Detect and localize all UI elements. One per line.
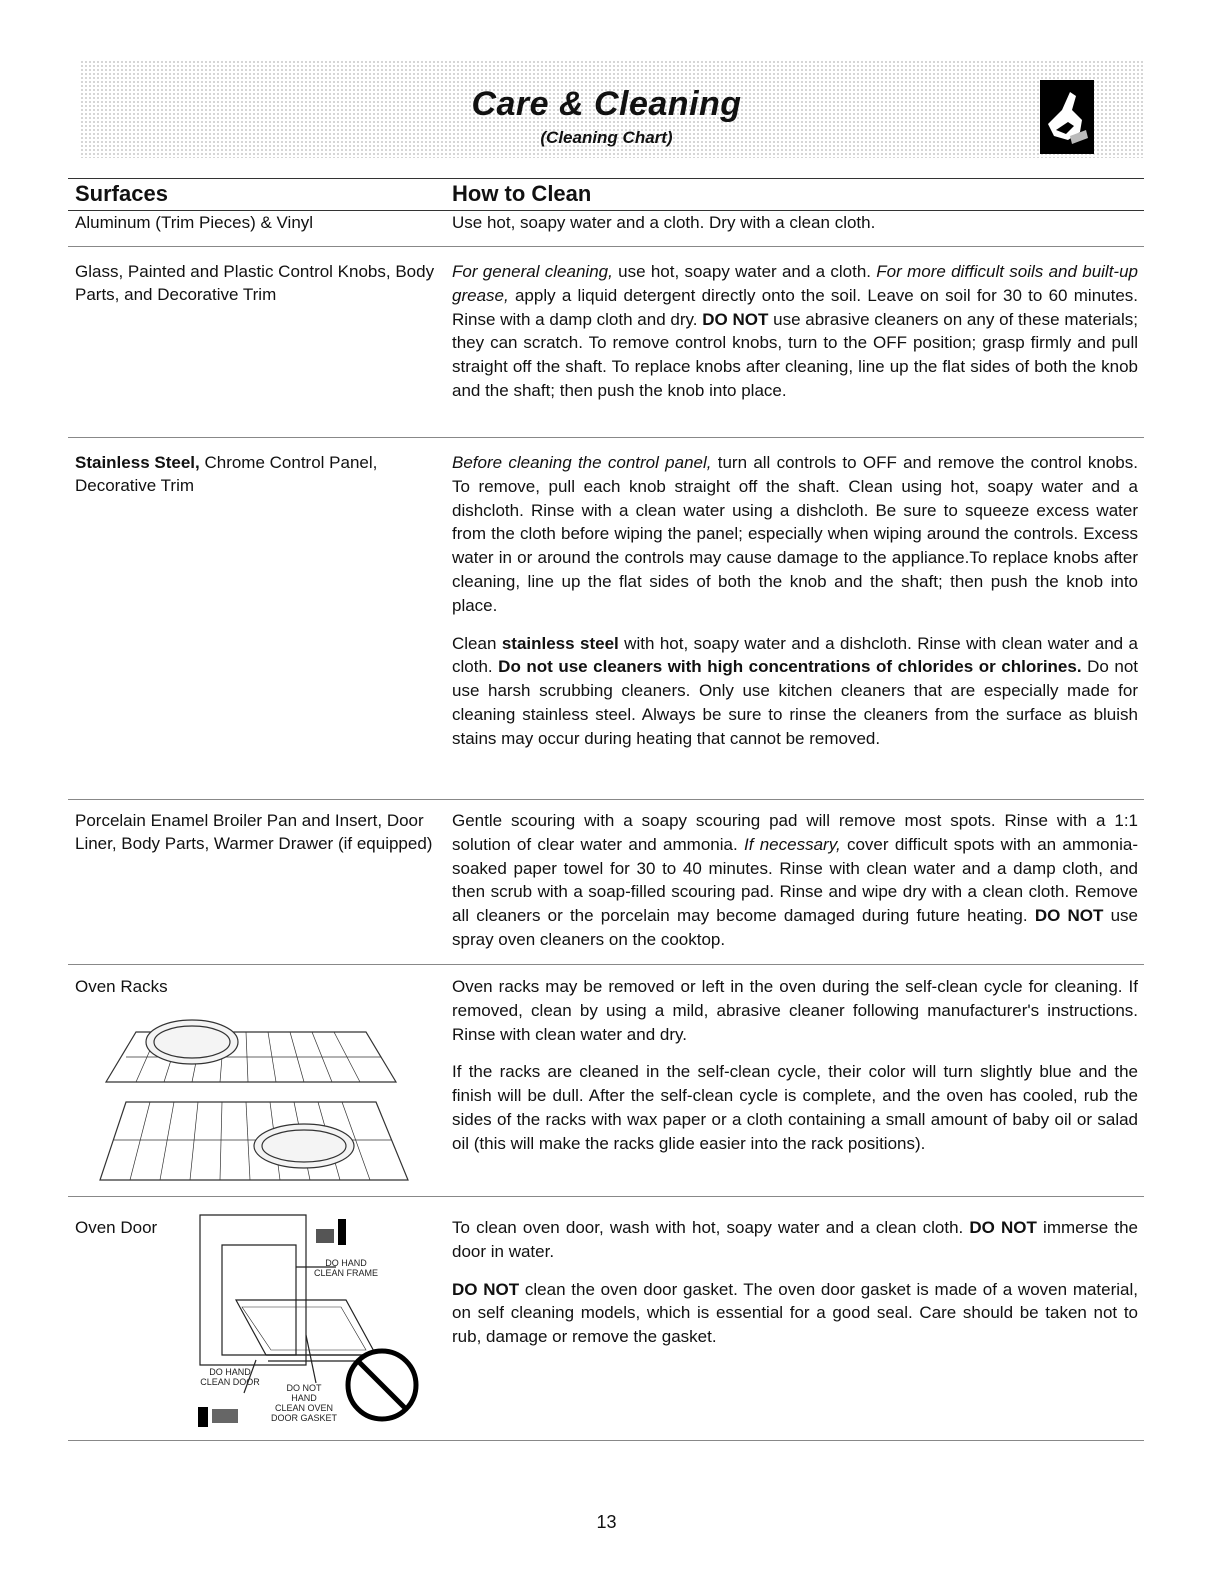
- label-gasket-4: DOOR GASKET: [270, 1413, 338, 1423]
- page-subtitle: (Cleaning Chart): [540, 128, 673, 147]
- bold-text: Do not use cleaners with high concentrations of chlorides or chlorines.: [498, 657, 1082, 677]
- label-gasket-3: CLEAN OVEN: [274, 1403, 334, 1413]
- body-text: Gentle scouring with a soapy scouring pad will remove most spots. Rinse with a 1:1 solution of clear water and ammonia.: [452, 811, 1138, 854]
- row-divider: [68, 799, 1144, 800]
- cleaning-hand-icon: [1040, 80, 1094, 154]
- bold-text: DO NOT: [452, 1279, 520, 1299]
- label-door-1: DO HAND: [209, 1367, 251, 1377]
- body-text: clean the oven door gasket. The oven door gasket is made of a woven material, on self cleaning models, which is essential for a good seal. Care should be taken not to rub, damage or remove the gasket.: [452, 1279, 1139, 1347]
- body-text: Clean: [452, 633, 502, 653]
- bold-text: DO NOT: [969, 1218, 1037, 1237]
- body-text: turn all controls to OFF and remove the control knobs. To remove, pull each knob straight off the shaft. Clean using hot, soapy water and a dishcloth. Rinse with a clean water using a dishcloth. Be sure to squeeze excess water from the cloth before wiping the panel; especially when wiping around the controls. Excess water in or around the controls may cause damage to the appliance.To replace knobs after cleaning, line up the flat sides of both the knob and the shaft; then push the knob into place.: [452, 453, 1138, 615]
- label-gasket-1: DO NOT: [286, 1383, 322, 1393]
- how-glass-knobs: [452, 260, 1138, 403]
- body-text: If the racks are cleaned in the self-clean cycle, their color will turn slightly blue and the finish will be dull. After the self-clean cycle is complete, and the oven has cooled, rub the sides of the racks with wax paper or a cloth containing a small amount of baby oil or salad oil (this will make the racks glide easier into the rack positions).: [452, 1062, 1138, 1153]
- how-oven-door: [452, 1216, 1138, 1363]
- body-text: Chrome Control Panel, Decorative Trim: [75, 453, 378, 495]
- page-number: 13: [596, 1512, 617, 1532]
- surface-stainless: [75, 451, 435, 497]
- how-oven-racks: [452, 975, 1138, 1170]
- row-divider: [68, 437, 1144, 438]
- body-text: Do not use harsh scrubbing cleaners. Only use kitchen cleaners that are especially made for cleaning stainless steel. Always be sure to rinse the cleaners from the surface as bluish stains may occur during heating that cannot be removed.: [452, 657, 1138, 748]
- how-to-clean-column-header: How to Clean: [452, 181, 592, 206]
- surface-porcelain: Porcelain Enamel Broiler Pan and Insert, Door Liner, Body Parts, Warmer Drawer (if equipped): [75, 811, 433, 853]
- row-divider: [68, 964, 1144, 965]
- body-text: To clean oven door, wash with hot, soapy water and a clean cloth.: [452, 1218, 970, 1237]
- bold-text: Stainless Steel,: [75, 453, 200, 472]
- row-divider: [68, 1196, 1144, 1197]
- body-text: use abrasive cleaners on any of these materials; they can scratch. To remove control knobs, turn to the OFF position; grasp firmly and pull straight off the shaft. To replace knobs after cleaning, line up the flat sides of both the knob and the shaft; then push the knob into place.: [452, 309, 1139, 400]
- italic-text: If necessary,: [743, 834, 841, 854]
- italic-text: For more difficult soils and built-up grease,: [452, 262, 1138, 305]
- italic-text: Before cleaning the control panel,: [452, 453, 712, 472]
- body-text: immerse the door in water.: [452, 1218, 1139, 1261]
- how-stainless: [452, 451, 1138, 765]
- page-title: Care & Cleaning: [471, 85, 742, 123]
- surface-glass-knobs: Glass, Painted and Plastic Control Knobs, Body Parts, and Decorative Trim: [75, 262, 435, 304]
- oven-door-illustration: [196, 1205, 432, 1435]
- surface-oven-door: Oven Door: [75, 1218, 158, 1237]
- body-text: with hot, soapy water and a dishcloth. Rinse with clean water and a cloth.: [452, 633, 1138, 677]
- table-bottom-rule: [68, 1440, 1144, 1441]
- label-gasket-2: HAND: [291, 1393, 317, 1403]
- label-frame-1: DO HAND: [325, 1258, 367, 1268]
- how-porcelain: [452, 809, 1138, 952]
- surface-aluminum: Aluminum (Trim Pieces) & Vinyl: [75, 213, 314, 232]
- how-aluminum: Use hot, soapy water and a cloth. Dry with a clean cloth.: [452, 213, 876, 232]
- surfaces-column-header: Surfaces: [75, 181, 168, 206]
- oven-racks-illustration: [96, 1012, 412, 1190]
- label-frame-2: CLEAN FRAME: [313, 1268, 379, 1278]
- label-door-2: CLEAN DOOR: [200, 1377, 260, 1387]
- italic-text: For general cleaning,: [452, 262, 613, 281]
- table-top-rule: [68, 178, 1144, 179]
- bold-text: DO NOT: [1034, 906, 1104, 926]
- body-text: cover difficult spots with an ammonia-soaked paper towel for 30 to 40 minutes. Rinse with clean water and a damp cloth, and then scrub with a soap-filled scouring pad. Rinse and wipe dry with a clean cloth. Remove all cleaners or the porcelain may become damaged during future heating.: [452, 834, 1138, 926]
- bold-text: DO NOT: [702, 309, 769, 329]
- surface-oven-racks: Oven Racks: [75, 977, 168, 996]
- row-divider: [68, 246, 1144, 247]
- body-text: apply a liquid detergent directly onto the soil. Leave on soil for 30 to 60 minutes. Rinse with a damp cloth and dry.: [452, 285, 1138, 329]
- bold-text: stainless steel: [501, 633, 619, 653]
- body-text: use hot, soapy water and a cloth.: [612, 262, 877, 281]
- body-text: Oven racks may be removed or left in the oven during the self-clean cycle for cleaning. If removed, clean by using a mild, abrasive cleaner following manufacturer's instructions. Rinse with clean water and dry.: [452, 977, 1138, 1044]
- body-text: use spray oven cleaners on the cooktop.: [452, 906, 1138, 949]
